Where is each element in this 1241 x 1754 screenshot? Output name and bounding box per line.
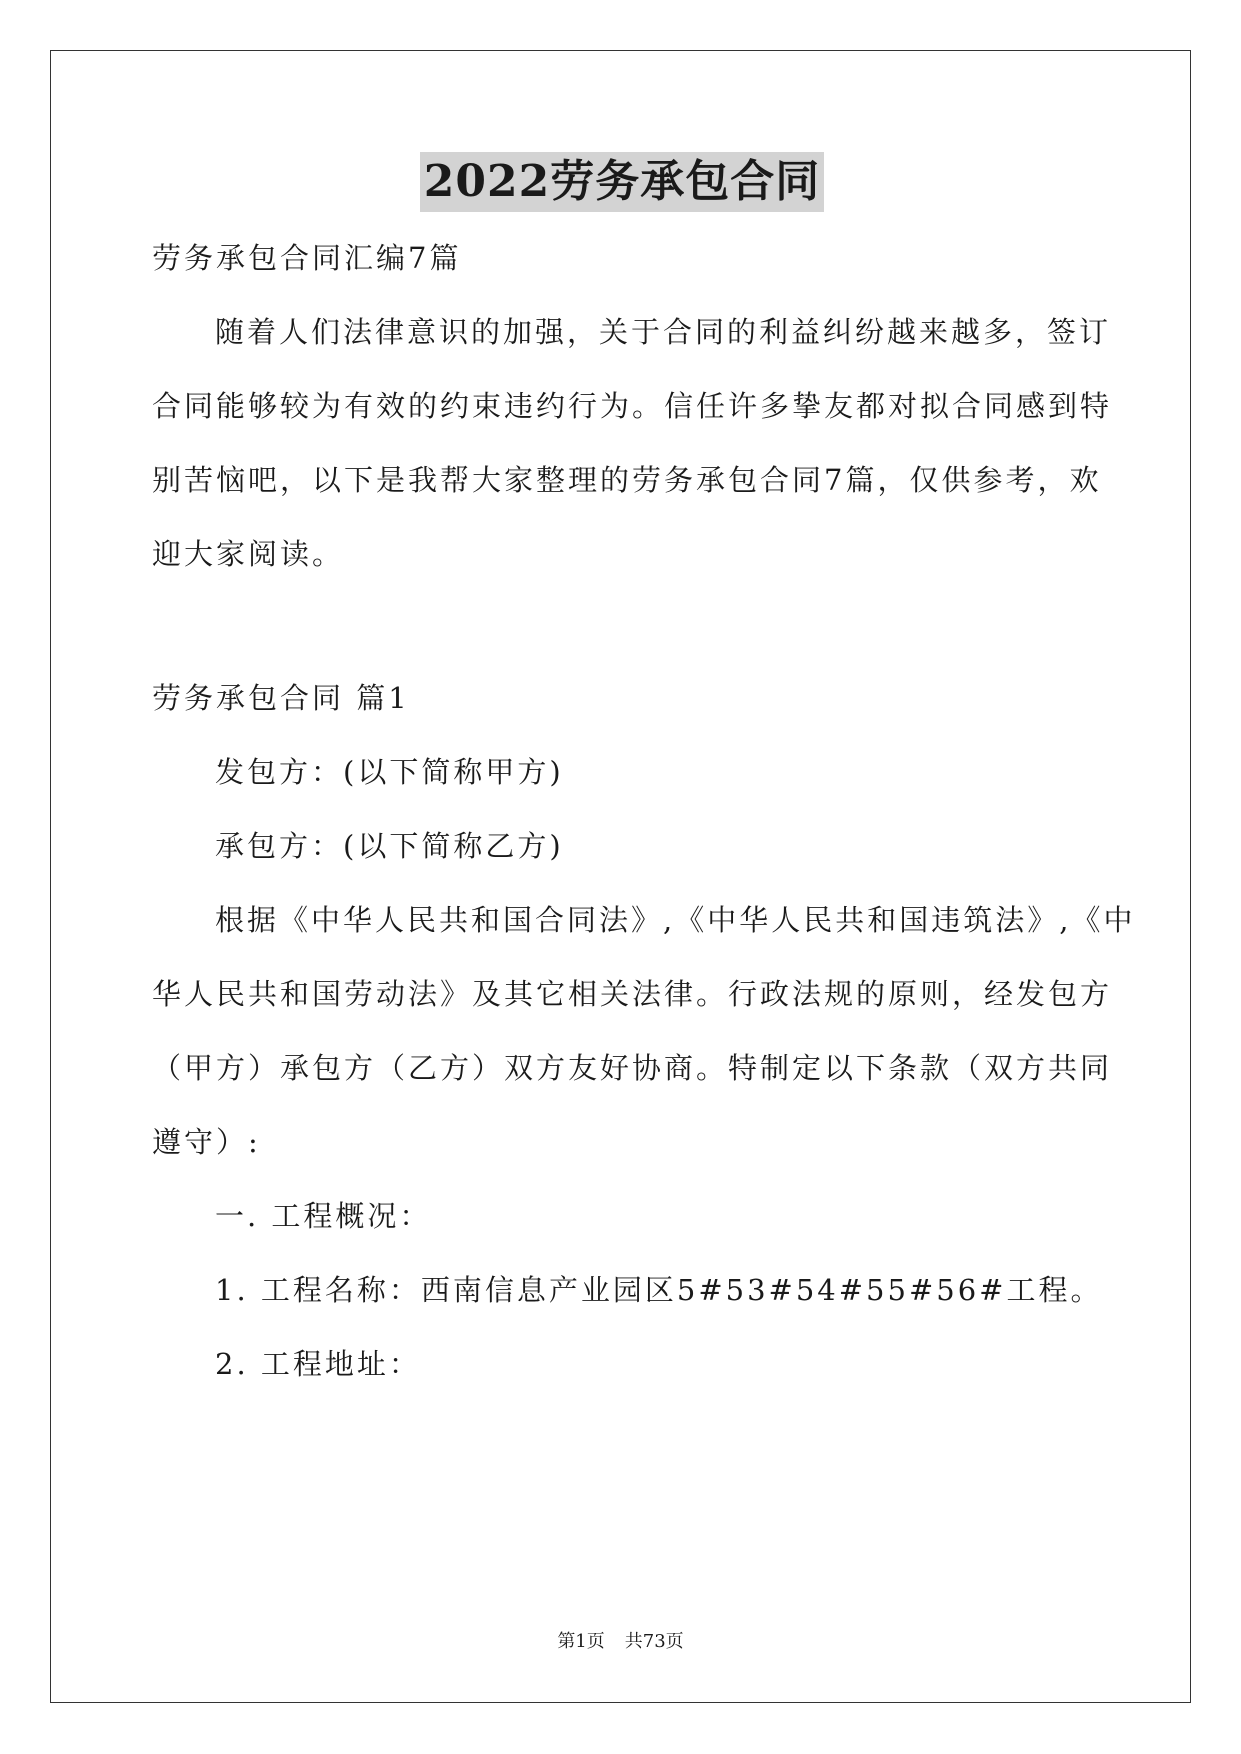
basis-line-2: 华人民共和国劳动法》及其它相关法律。行政法规的原则，经发包方 <box>152 977 1113 1011</box>
collection-heading: 劳务承包合同汇编7篇 <box>152 241 462 275</box>
party-a-line: 发包方：(以下简称甲方) <box>215 755 564 789</box>
page-total: 共73页 <box>624 1631 684 1652</box>
clause-heading-1: 一. 工程概况： <box>215 1199 432 1233</box>
intro-line-3: 别苦恼吧，以下是我帮大家整理的劳务承包合同7篇，仅供参考，欢 <box>152 463 1102 497</box>
section-heading: 劳务承包合同 篇1 <box>152 681 410 715</box>
intro-line-2: 合同能够较为有效的约束违约行为。信任许多挚友都对拟合同感到特 <box>152 389 1113 423</box>
party-b-line: 承包方：(以下简称乙方) <box>215 829 564 863</box>
basis-line-4: 遵守）: <box>152 1125 261 1159</box>
page-footer <box>0 1630 1241 1654</box>
basis-line-3: （甲方）承包方（乙方）双方友好协商。特制定以下条款（双方共同 <box>152 1051 1113 1085</box>
page-number: 第1页 <box>557 1631 605 1652</box>
page-border <box>50 50 1191 1703</box>
document-title <box>152 152 1092 212</box>
document-title-text: 2022劳务承包合同 <box>420 152 824 212</box>
intro-line-4: 迎大家阅读。 <box>152 537 345 571</box>
basis-line-1: 根据《中华人民共和国合同法》,《中华人民共和国违筑法》,《中 <box>215 903 1136 937</box>
clause-item-2: 2. 工程地址： <box>215 1347 421 1381</box>
intro-line-1: 随着人们法律意识的加强，关于合同的利益纠纷越来越多，签订 <box>215 315 1112 349</box>
clause-item-1: 1. 工程名称：西南信息产业园区5#53#54#55#56#工程。 <box>215 1273 1103 1307</box>
